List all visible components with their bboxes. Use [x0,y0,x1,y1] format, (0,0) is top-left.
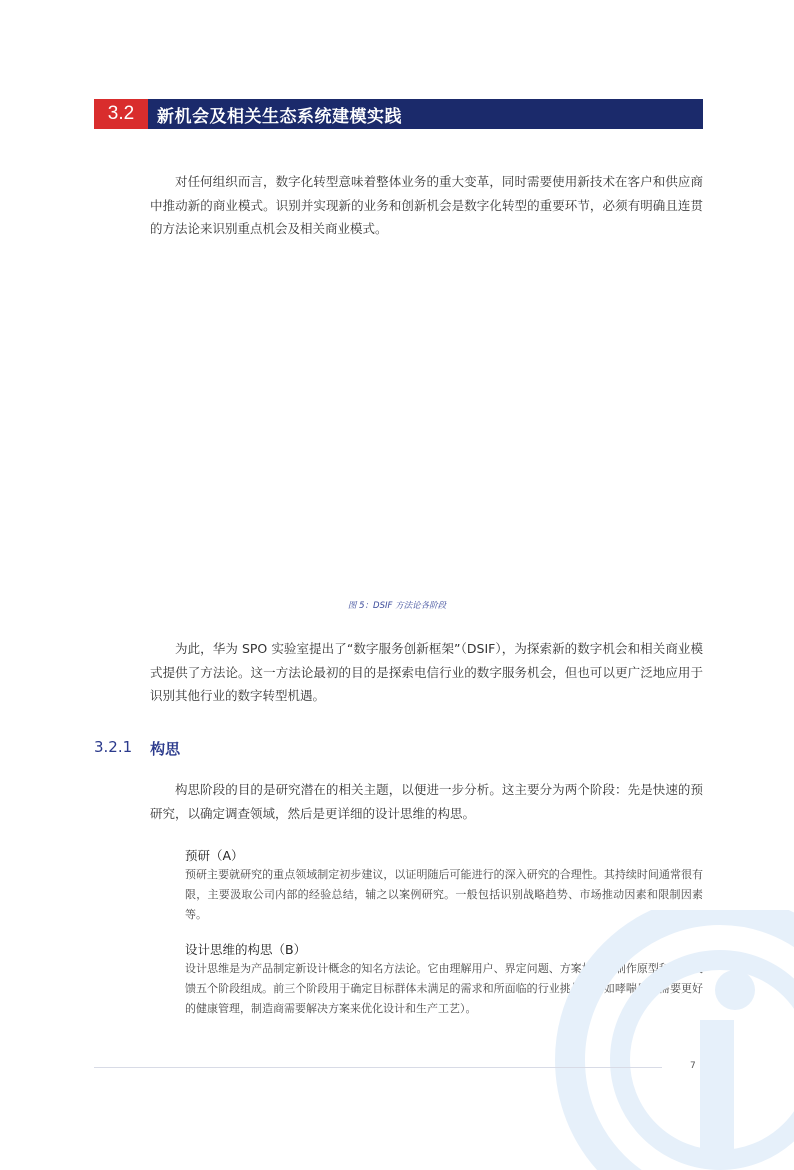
block-a-title: 预研（A） [185,848,244,863]
page-number: 7 [690,1061,696,1071]
intro-paragraph: 对任何组织而言，数字化转型意味着整体业务的重大变革，同时需要使用新技术在客户和供应商中推动新的商业模式。识别并实现新的业务和创新机会是数字化转型的重要环节，必须有明确且连贯的方法论来识别重点机会及相关商业模式。 [150,174,703,236]
block-b-body: 设计思维是为产品制定新设计概念的知名方法论。它由理解用户、界定问题、方案构思、制作原型和测试反馈五个阶段组成。前三个阶段用于确定目标群体未满足的需求和所面临的行业挑战（例如哮喘患者需要更好的健康管理，制造商需要解决方案来优化设计和生产工艺）。 [185,962,703,1015]
block-a-body: 预研主要就研究的重点领域制定初步建议，以证明随后可能进行的深入研究的合理性。其持续时间通常很有限，主要汲取公司内部的经验总结，辅之以案例研究。一般包括识别战略趋势、市场推动因素和限制因素等。 [185,868,703,921]
footer-divider [94,1067,662,1068]
block-b-title: 设计思维的构思（B） [185,942,307,957]
brand-watermark-icon [530,910,794,1170]
concept-paragraph: 构思阶段的目的是研究潜在的相关主题，以便进一步分析。这主要分为两个阶段：先是快速的预研究，以确定调查领域，然后是更详细的设计思维的构思。 [150,782,703,821]
section-header [94,99,703,129]
section-number: 3.2 [94,99,148,129]
subsection-heading [94,738,180,759]
subsection-title: 构思 [150,740,181,758]
figure-placeholder [150,248,703,583]
subsection-number: 3.2.1 [94,738,133,756]
dsif-paragraph: 为此，华为 SPO 实验室提出了“数字服务创新框架”（DSIF），为探索新的数字机会和相关商业模式提供了方法论。这一方法论最初的目的是探索电信行业的数字服务机会，但也可以更广泛地应用于识别其他行业的数字转型机遇。 [150,641,703,703]
figure-caption: 图 5：DSIF 方法论各阶段 [347,601,447,611]
section-title: 新机会及相关生态系统建模实践 [157,106,402,127]
